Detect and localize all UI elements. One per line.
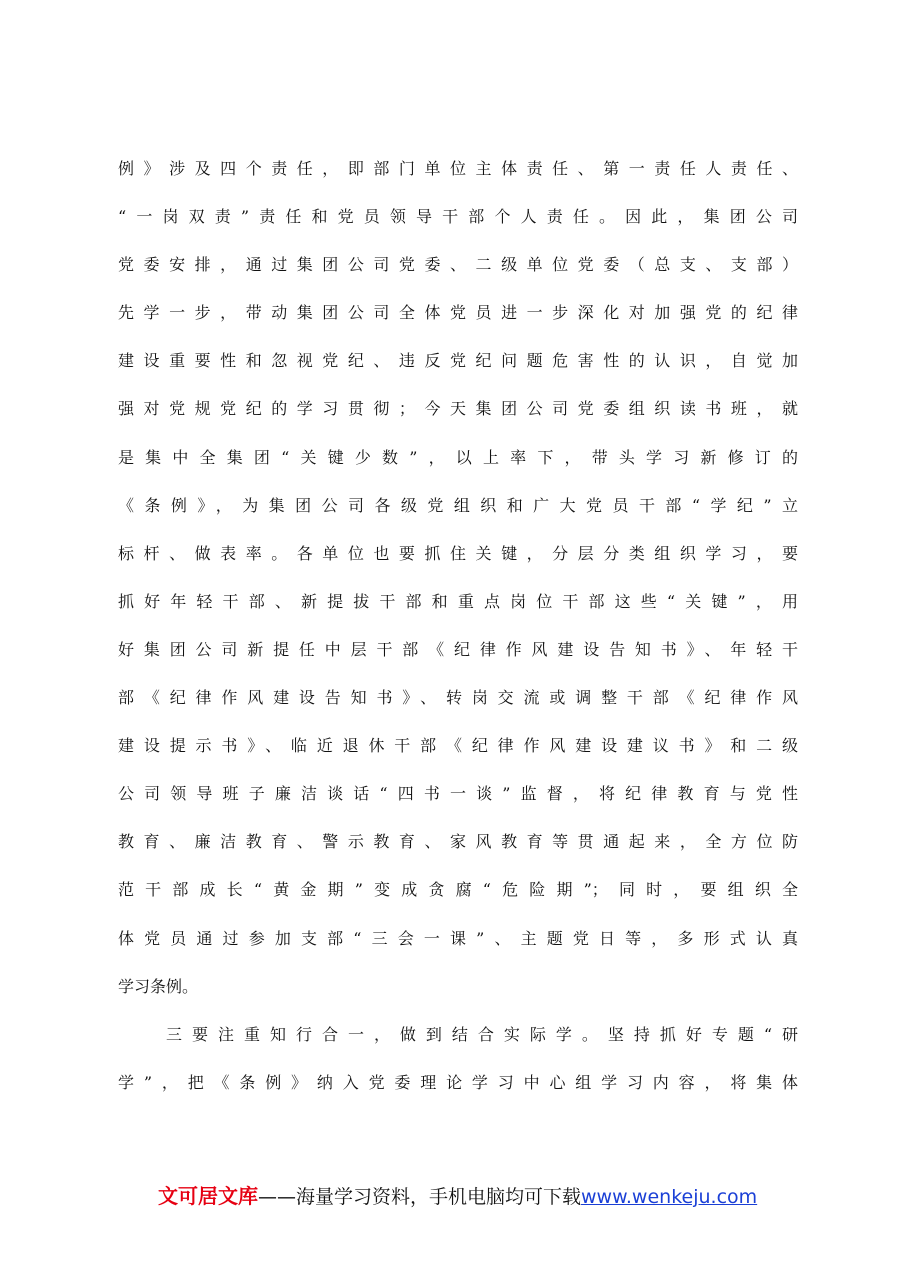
website-link[interactable]: www.wenkeju.com [581,1186,758,1208]
text-line: 是集中全集团“关键少数”，以上率下，带头学习新修订的 [118,447,798,467]
text-line: 例》涉及四个责任，即部门单位主体责任、第一责任人责任、 [118,159,798,178]
text-line: 学”，把《条例》纳入党委理论学习中心组学习内容，将集体 [118,1072,798,1092]
brand-name: 文可居文库 [158,1184,258,1208]
text-line: 公司领导班子廉洁谈话“四书一谈”监督，将纪律教育与党性 [118,784,798,804]
footer-tagline: ——海量学习资料，手机电脑均可下载 [258,1186,582,1208]
text-line: 部《纪律作风建设告知书》、转岗交流或调整干部《纪律作风 [118,688,798,708]
body-text [118,156,798,1118]
text-line: 建设提示书》、临近退休干部《纪律作风建设建议书》和二级 [118,736,798,756]
footer-watermark [158,1181,798,1212]
text-line: 学习条例。 [118,976,199,996]
text-line: 强对党规党纪的学习贯彻；今天集团公司党委组织读书班，就 [118,399,798,419]
text-line: 教育、廉洁教育、警示教育、家风教育等贯通起来，全方位防 [118,832,798,852]
text-line: 范干部成长“黄金期”变成贪腐“危险期”；同时，要组织全 [118,880,798,900]
text-line-indented: 三要注重知行合一，做到结合实际学。坚持抓好专题“研 [166,1024,798,1044]
text-line: 建设重要性和忽视党纪、违反党纪问题危害性的认识，自觉加 [118,351,798,371]
text-line: 标杆、做表率。各单位也要抓住关键，分层分类组织学习，要 [118,543,798,563]
text-line: 《条例》，为集团公司各级党组织和广大党员干部“学纪”立 [118,495,798,515]
text-line: 抓好年轻干部、新提拔干部和重点岗位干部这些“关键”，用 [118,591,798,611]
text-line: 先学一步，带动集团公司全体党员进一步深化对加强党的纪律 [118,303,798,323]
text-line: 党委安排，通过集团公司党委、二级单位党委（总支、支部） [118,255,798,275]
text-line: “一岗双责”责任和党员领导干部个人责任。因此，集团公司 [118,207,798,227]
text-line: 好集团公司新提任中层干部《纪律作风建设告知书》、年轻干 [118,639,798,659]
text-line: 体党员通过参加支部“三会一课”、主题党日等，多形式认真 [118,928,798,948]
